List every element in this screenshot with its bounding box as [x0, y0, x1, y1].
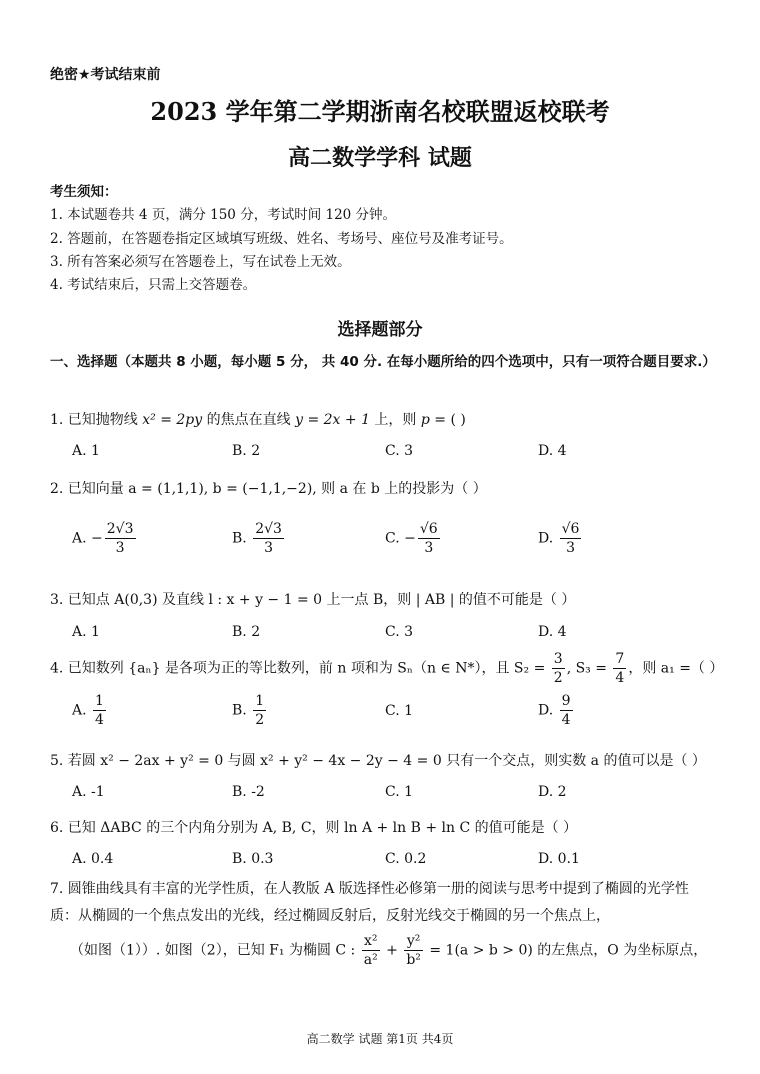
question-3-option-d: D. 4 [538, 624, 567, 640]
question-1-option-d: D. 4 [538, 443, 567, 459]
question-5-stem: 5. 若圆 x² − 2ax + y² = 0 与圆 x² + y² − 4x − 2y − 4 = 0 只有一个交点，则实数 a 的值可以是（ ） [50, 753, 706, 769]
page-footer: 高二数学 试题 第1页 共4页 [306, 1032, 454, 1046]
question-3-option-a: A. 1 [72, 624, 100, 640]
question-5-option-c: C. 1 [385, 784, 414, 800]
question-1-option-b: B. 2 [232, 443, 261, 459]
question-7-stem-cont: （如图（1））. 如图（2），已知 F₁ 为椭圆 C : $\frac{\text{x²}}{\text{a²}}$ + $\frac{\text{y²}}{\text{b²}}$ = 1(a > b > 0) 的左焦点，O 为坐标原点， [70, 933, 708, 968]
notice-item: 4. 考试结束后，只需上交答题卷。 [50, 277, 257, 293]
question-1-option-a: A. 1 [72, 443, 100, 459]
question-2-option-a: A. − $\frac{2√3}{3}$ [72, 521, 134, 556]
part-heading: 一、选择题（本题共 8 小题，每小题 5 分， 共 40 分. 在每小题所给的四个选项中，只有一项符合题目要求.） [50, 354, 716, 370]
question-4-option-a: A. $\frac{1}{4}$ [72, 693, 104, 728]
question-4-option-b: B. $\frac{1}{2}$ [232, 693, 265, 728]
question-5-option-b: B. -2 [232, 784, 265, 800]
notice-item: 2. 答题前，在答题卷指定区域填写班级、姓名、考场号、座位号及准考证号。 [50, 231, 513, 247]
exam-title: 2023 学年第二学期浙南名校联盟返校联考 [150, 97, 610, 126]
question-2-option-d: D. $\frac{√6}{3}$ [538, 521, 580, 556]
exam-subtitle: 高二数学学科 试题 [288, 145, 472, 171]
question-2-option-b: B. $\frac{2√3}{3}$ [232, 521, 282, 556]
question-5-option-a: A. -1 [72, 784, 105, 800]
question-6-option-a: A. 0.4 [72, 851, 114, 867]
question-6-option-b: B. 0.3 [232, 851, 274, 867]
notice-item: 3. 所有答案必须写在答题卷上，写在试卷上无效。 [50, 254, 351, 270]
question-5-option-d: D. 2 [538, 784, 567, 800]
confidential-label: 绝密★考试结束前 [50, 67, 161, 83]
question-6-option-d: D. 0.1 [538, 851, 580, 867]
question-1-option-c: C. 3 [385, 443, 414, 459]
question-2-option-c: C. − $\frac{√6}{3}$ [385, 521, 438, 556]
question-4-stem: 4. 已知数列 {aₙ} 是各项为正的等比数列，前 n 项和为 Sₙ（n ∈ N*），且 S₂ = $\frac{3}{2}$ , S₃ = $\frac{7}{4}$ ，则 a₁ =（ ） [50, 651, 724, 686]
question-2-stem: 2. 已知向量 a = (1,1,1), b = (−1,1,−2), 则 a 在 b 上的投影为（ ） [50, 481, 487, 497]
question-3-stem: 3. 已知点 A(0,3) 及直线 l : x + y − 1 = 0 上一点 B，则 | AB | 的值不可能是（ ） [50, 592, 576, 608]
section-title: 选择题部分 [337, 320, 423, 340]
question-1-stem: 1. 已知抛物线 x² = 2py 的焦点在直线 y = 2x + 1 上，则 p = ( ) [50, 412, 466, 428]
question-7-stem: 7. 圆锥曲线具有丰富的光学性质，在人教版 A 版选择性必修第一册的阅读与思考中提到了椭圆的光学性质：从椭圆的一个焦点发出的光线，经过椭圆反射后，反射光线交于椭圆的另一个焦点上， [50, 881, 689, 924]
question-3-option-b: B. 2 [232, 624, 261, 640]
question-3-option-c: C. 3 [385, 624, 414, 640]
question-4-option-c: C. 1 [385, 703, 414, 719]
question-4-option-d: D. $\frac{9}{4}$ [538, 693, 571, 728]
question-6-option-c: C. 0.2 [385, 851, 427, 867]
notice-item: 1. 本试题卷共 4 页，满分 150 分，考试时间 120 分钟。 [50, 207, 397, 223]
question-6-stem: 6. 已知 ΔABC 的三个内角分别为 A, B, C，则 ln A + ln B + ln C 的值可能是（ ） [50, 820, 578, 836]
notice-heading: 考生须知： [50, 184, 118, 200]
